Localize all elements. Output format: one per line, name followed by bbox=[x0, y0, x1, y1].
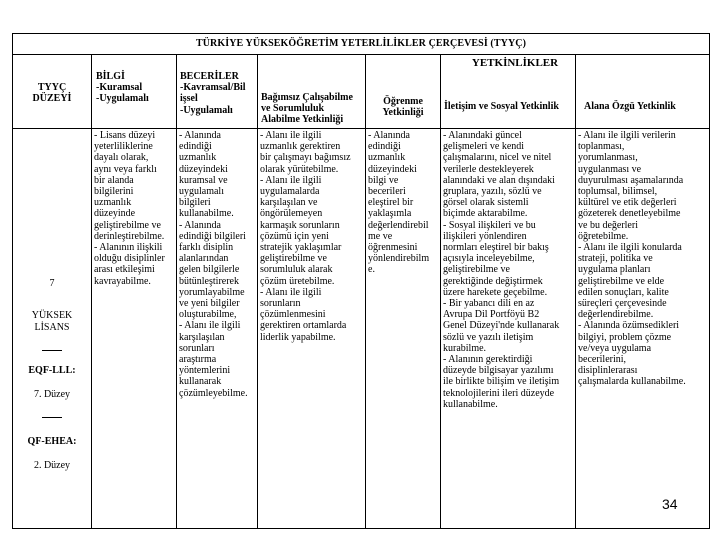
yetkinlikler-heading: YETKİNLİKLER bbox=[471, 57, 559, 69]
bagimsiz-cell: - Alanı ile ilgili uzmanlık gerektiren bir çalışmayı bağımsız olarak yürütebilme. - Alanı ile ilgili uygulamalarda karşılaşılan ve öngörülemeyen karmaşık sorunların çözümü için yeni stratejik yaklaşımlar geliştirebilme ve sorumluluk alarak çözüm üretebilme. - Alanı ile ilgili sorunların çözümlenmesini gerektiren ortamlarda liderlik yapabilme. bbox=[260, 130, 351, 343]
level-name: YÜKSEK LİSANS bbox=[31, 310, 73, 333]
iletisim-header: İletişim ve Sosyal Yetkinlik bbox=[444, 101, 559, 112]
page-title: TÜRKİYE YÜKSEKÖĞRETİM YETERLİLİKLER ÇERÇEVESİ (TYYÇ) bbox=[195, 38, 527, 49]
level-cell bbox=[14, 266, 90, 484]
alana-ozgu-cell: - Alanı ile ilgili verilerin toplanması, yorumlanması, uygulanması ve duyurulması aşamalarında toplumsal, bilimsel, kültürel ve etik değerleri gözeterek denetleyebilme ve bu değerleri öğretebilme. - Alanı ile ilgili konularda strateji, politika ve uygulama planları geliştirebilme ve elde edilen sonuçları, kalite süreçleri çerçevesinde değerlendirebilme. - Alanında özümsedikleri bilgiyi, problem çözme ve/veya uygulama becerilerini, disiplinlerarası çalışmalarda kullanabilme. bbox=[578, 130, 686, 388]
col-divider-4 bbox=[365, 54, 366, 529]
col-divider-3 bbox=[257, 54, 258, 529]
level-separator bbox=[42, 350, 62, 351]
bagimsiz-header: Bağımsız Çalışabilme ve Sorumluluk Alabilme Yetkinliği bbox=[261, 92, 353, 126]
bilgi-header: BİLGİ -Kuramsal -Uygulamalı bbox=[96, 71, 149, 105]
tyyc-duzeyi-header: TYYÇ DÜZEYİ bbox=[32, 82, 72, 105]
rule-under-title bbox=[12, 54, 710, 55]
eqf-label: EQF-LLL: bbox=[28, 365, 76, 376]
col-divider-6 bbox=[575, 54, 576, 529]
page-number: 34 bbox=[662, 496, 678, 512]
col-divider-5 bbox=[440, 54, 441, 529]
eqf-value: 7. Düzey bbox=[33, 389, 71, 400]
qf-label: QF-EHEA: bbox=[27, 436, 77, 447]
col-divider-2 bbox=[176, 54, 177, 529]
rule-under-header bbox=[12, 128, 710, 129]
beceriler-header: BECERİLER -Kavramsal/Bil işsel -Uygulamalı bbox=[180, 71, 246, 116]
ogrenme-cell: - Alanında edindiği uzmanlık düzeyindeki bilgi ve becerileri eleştirel bir yaklaşımla değerlendirebil me ve öğrenmesini yönlendirebilm e. bbox=[368, 130, 430, 276]
level-number: 7 bbox=[49, 278, 55, 289]
qf-separator bbox=[42, 417, 62, 418]
beceriler-cell: - Alanında edindiği uzmanlık düzeyindeki kuramsal ve uygulamalı bilgileri kullanabilme. - Alanında edindiği bilgileri farklı disiplin alanlarından gelen bilgilerle bütünleştirerek yorumlayabilme ve yeni bilgiler oluşturabilme, - Alanı ile ilgili karşılaşılan sorunları araştırma yöntemlerini kullanarak çözümleyebilme. bbox=[179, 130, 248, 399]
ogrenme-header: Öğrenme Yetkinliği bbox=[382, 96, 424, 119]
qf-value: 2. Düzey bbox=[33, 460, 71, 471]
bilgi-cell: - Lisans düzeyi yeterliliklerine dayalı olarak, aynı veya farklı bir alanda bilgilerini uzmanlık düzeyinde geliştirebilme ve derinleştirebilme. - Alanının ilişkili olduğu disiplinler arası etkileşimi kavrayabilme. bbox=[94, 130, 165, 287]
col-divider-1 bbox=[91, 54, 92, 529]
alana-ozgu-header: Alana Özgü Yetkinlik bbox=[584, 101, 676, 112]
iletisim-cell: - Alanındaki güncel gelişmeleri ve kendi çalışmalarını, nicel ve nitel verilerle destekleyerek alanındaki ve alan dışındaki gruplara, yazılı, sözlü ve görsel olarak sistemli biçimde aktarabilme. - Sosyal ilişkileri ve bu ilişkileri yönlendiren normları eleştirel bir bakış açısıyla inceleyebilme, geliştirebilme ve gerektiğinde değiştirmek üzere harekete geçebilme. - Bir yabancı dili en az Avrupa Dil Portföyü B2 Genel Düzeyi'nde kullanarak sözlü ve yazılı iletişim kurabilme. - Alanının gerektirdiği düzeyde bilgisayar yazılımı ile birlikte bilişim ve iletişim teknolojilerini ileri düzeyde kullanabilme. bbox=[443, 130, 560, 410]
